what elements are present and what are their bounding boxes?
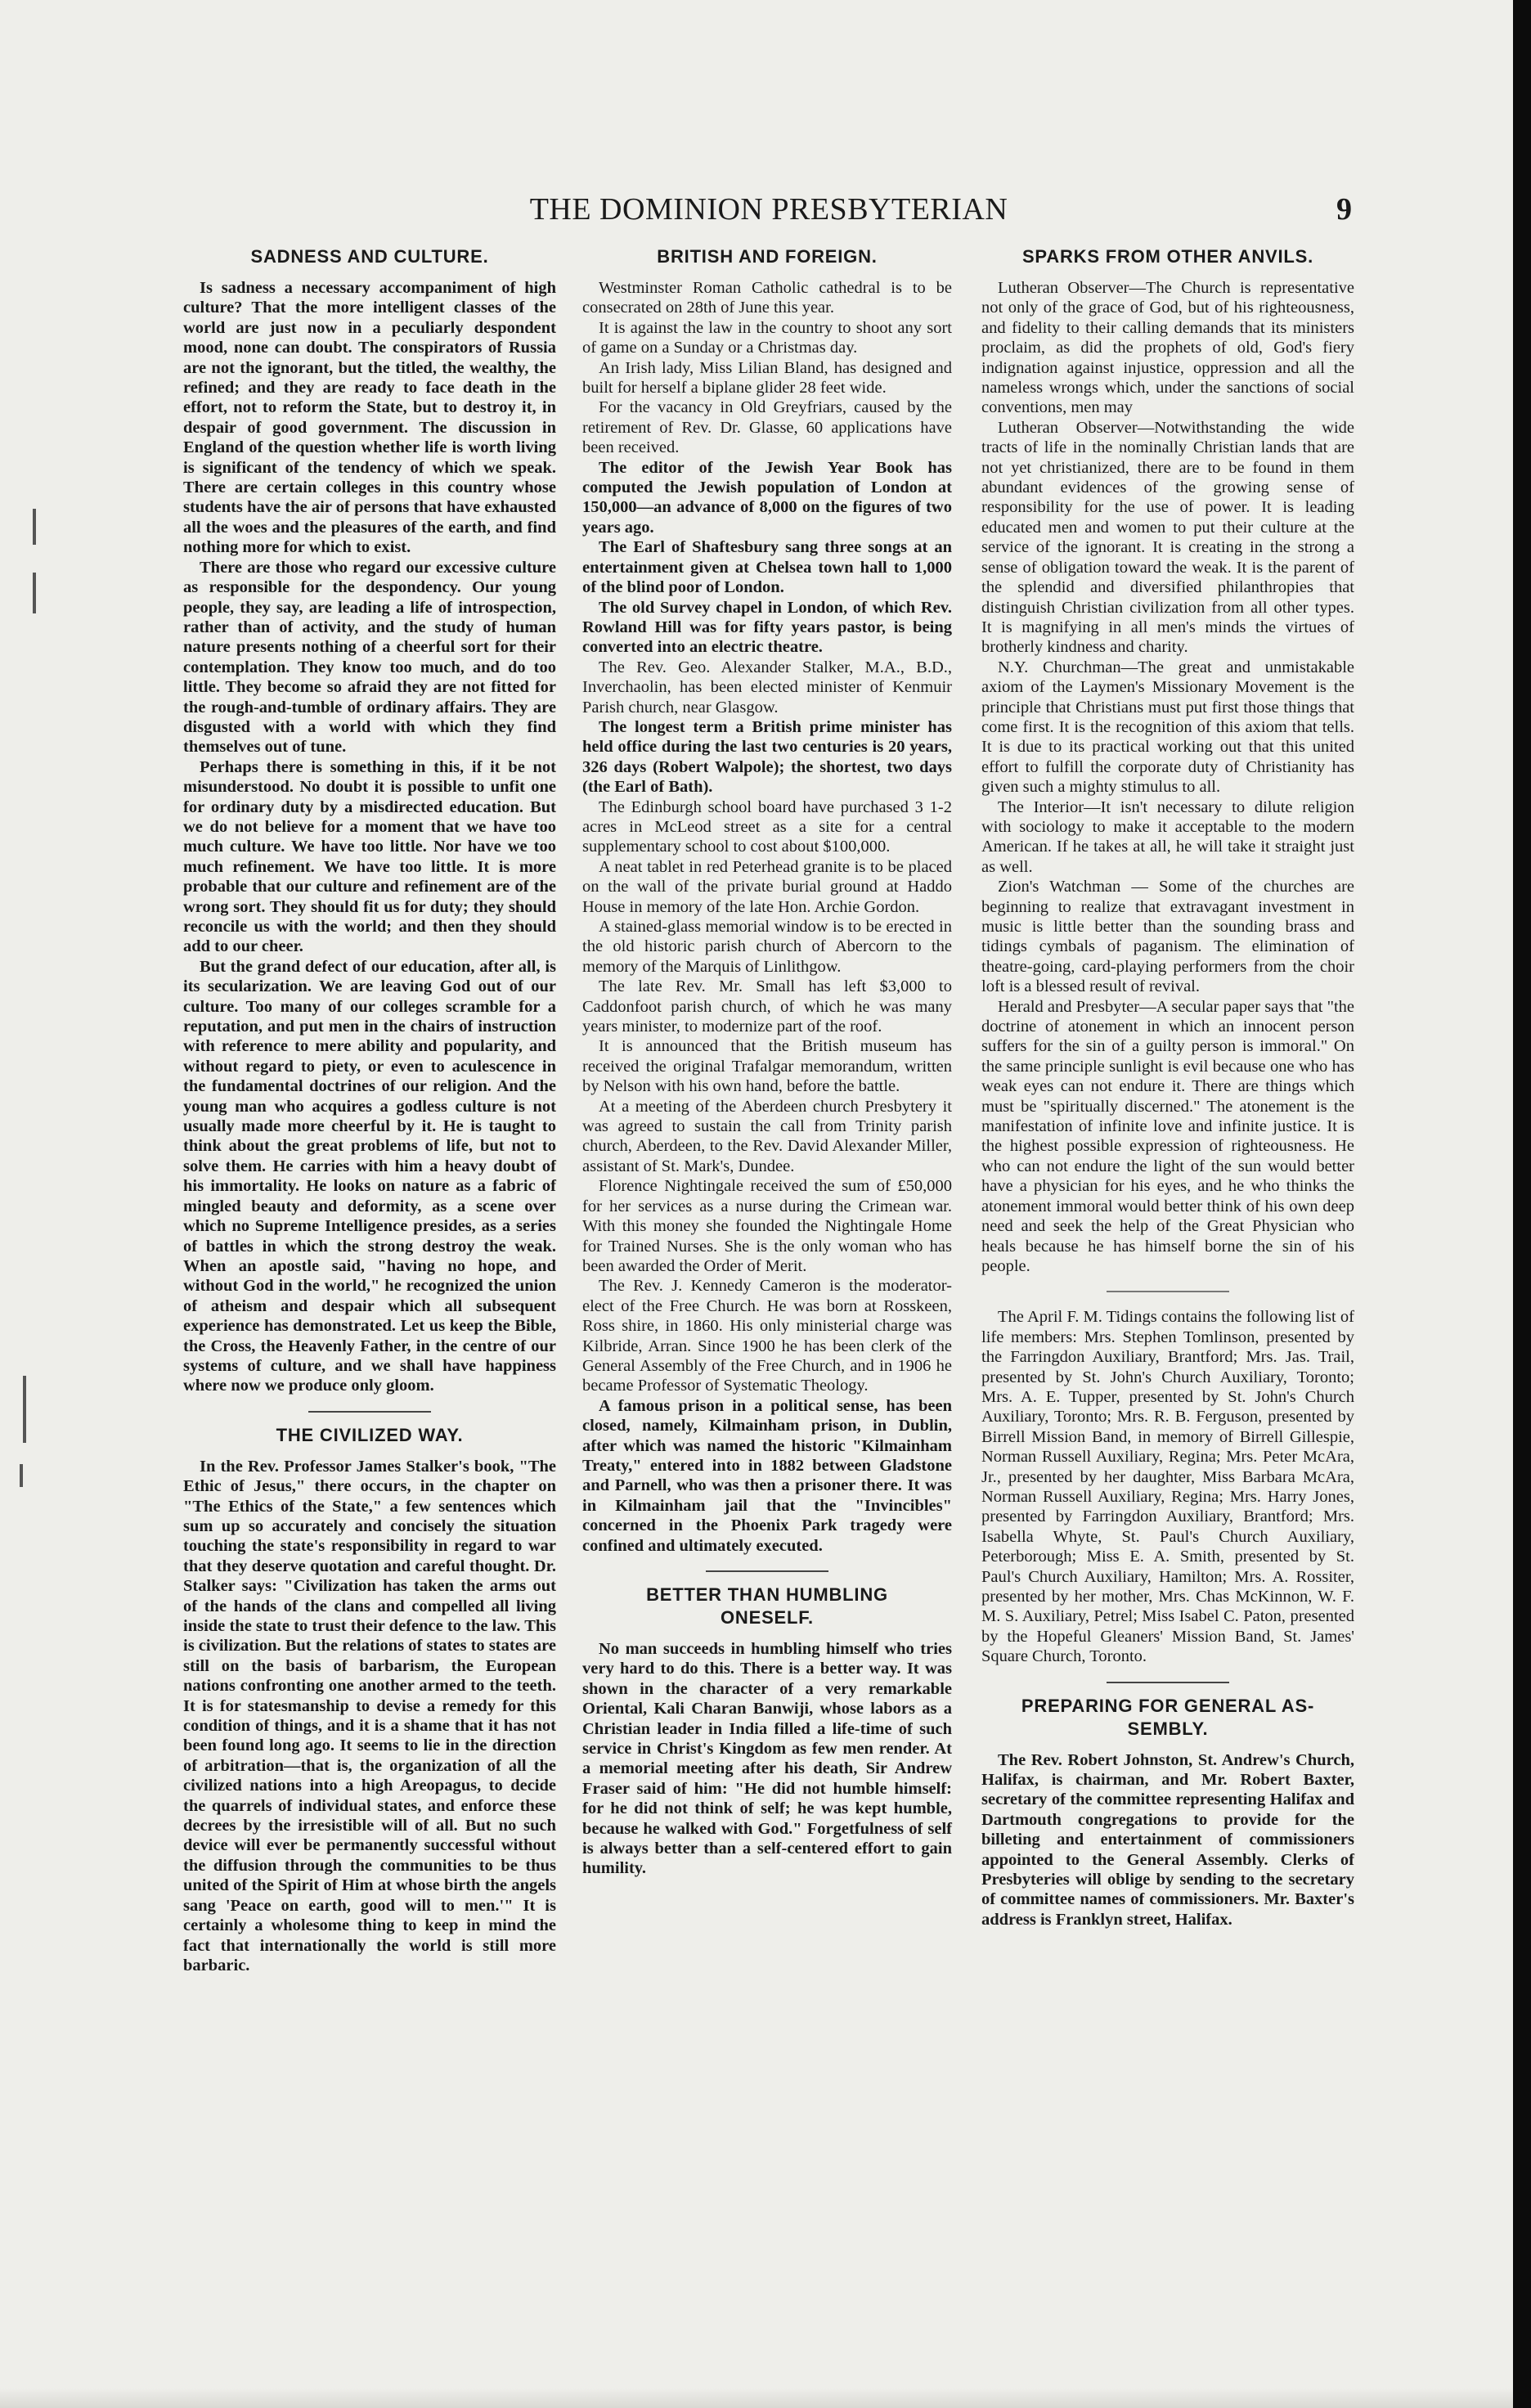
sparks-item: Herald and Presbyter—A secular paper says that "the doctrine of atonement in which an innocent person suffers for the sin of a guilty person is immoral." On the same principle sunlight is evil because one who has weak eyes can not endure it. There are things which must be "spiritually discerned." The atonement is the manifestation of infinite love and infinite justice. It is the highest possible expression of righteousness. He who can not endure the light of the sun would better have a physician for his eyes, and he who thinks the atonement immoral would better think of his own deep need and seek the help of the Great Physician who heals because he has himself borne the sin of his people. (981, 997, 1354, 1275)
sparks-heading: SPARKS FROM OTHER ANVILS. (1021, 246, 1314, 267)
sparks-item: Zion's Watchman — Some of the churches are beginning to realize that extravagant investment in music is little better than the sounding brass and tidings cymbals of paganism. The elimination of theatre-going, card-playing performers from the choir loft is a blessed result of revival. (981, 878, 1354, 996)
sadness-culture-heading: SADNESS AND CULTURE. (250, 246, 489, 267)
british-foreign-heading: BRITISH AND FOREIGN. (657, 246, 878, 267)
news-item: The Edinburgh school board have purchased 3 1-2 acres in McLeod street as a site for a central supplementary school to cost about $100,000. (582, 797, 952, 856)
page-number: 9 (1336, 192, 1352, 227)
general-assembly-heading: PREPARING FOR GENERAL AS- (1021, 1695, 1315, 1716)
news-item: The late Rev. Mr. Small has left $3,000 to Caddonfoot parish church, of which he was many years minister, to modernize part of the roof. (582, 977, 952, 1036)
general-assembly-paragraph: The Rev. Robert Johnston, St. Andrew's Church, Halifax, is chairman, and Mr. Robert Baxter, secretary of the committee representing Halifax and Dartmouth congregations to provide for the billeting and entertainment of commissioners appointed to the General Assembly. Clerks of Presbyteries will oblige by sending to the secretary of committee names of commissioners. Mr. Baxter's address is Franklyn street, Halifax. (981, 1750, 1354, 1929)
tidings-life-members: The April F. M. Tidings contains the following list of life members: Mrs. Stephen Tomlinson, presented by the Farringdon Auxiliary, Brantford; Mrs. Jas. Trail, presented by St. John's Church Auxiliary, Toronto; Mrs. A. E. Tupper, presented by St. John's Church Auxiliary, Toronto; Mrs. R. B. Ferguson, presented by Birrell Mission Band, in memory of Birrell Gillespie, Norman Russell Auxiliary, Regina; Mrs. Peter McAra, Jr., presented by her daughter, Miss Barbara McAra, Norman Russell Auxiliary, Regina; Mrs. Harry Jones, presented by Farringdon Auxiliary, Brantford; Mrs. Isabella Whyte, St. Paul's Church Auxiliary, Peterborough; Miss E. A. Smith, presented by St. Paul's Church Auxiliary, Hamilton; Mrs. A. Rossiter, presented by her mother, Mrs. Chas McKinnon, W. F. M. S. Auxiliary, Petrel; Miss Isabel C. Paton, presented by the Hopeful Gleaners' Mission Band, St. James' Square Church, Toronto. (981, 1308, 1354, 1666)
news-item: The longest term a British prime minister has held office during the last two centuries is 20 years, 326 days (Robert Walpole); the shortest, two days (the Earl of Bath). (582, 717, 952, 797)
sparks-item: Lutheran Observer—The Church is representative not only of the grace of God, but of his righteousness, and fidelity to their calling demands that its ministers proclaim, as did the prophets of old, God's fiery indignation against injustice, oppression and all the nameless wrongs which, under the sanctions of social conventions, men may (981, 279, 1354, 417)
sadness-paragraph-3: Perhaps there is something in this, if it be not misunderstood. No doubt it is possible to unfit one for ordinary duty by a misdirected education. But we do not believe for a moment that we have too much culture. We have too little. Nor have we too much refinement. We have too little. It is more probable that our culture and refinement are of the wrong sort. They should fit us for duty; they should reconcile us with the world; and then they should add to our cheer. (183, 757, 556, 956)
middle-column (582, 245, 952, 1879)
section-divider (1107, 1682, 1229, 1683)
margin-mark (23, 1376, 26, 1443)
scan-shade (0, 2388, 1513, 2408)
sparks-item: Lutheran Observer—Notwithstanding the wide tracts of life in the nominally Christian lands that are not yet christianized, there are to be found in them abundant evidences of the growing sense of responsibility for the use of power. It is leading educated men and women to put their culture at the service of the ignorant. It is creating in the strong a sense of obligation toward the weak. It is the parent of the splendid and diversified philanthropies that distinguish Christian civilization from all other types. It is magnifying in all men's minds the virtues of brotherly kindness and charity. (981, 418, 1354, 657)
margin-mark (20, 1464, 23, 1487)
news-item: It is against the law in the country to shoot any sort of game on a Sunday or a Christmas day. (582, 318, 952, 357)
civilized-way-paragraph: In the Rev. Professor James Stalker's book, "The Ethic of Jesus," there occurs, in the chapter on "The Ethics of the State," a few sentences which sum up so accurately and concisely the situation touching the state's responsibility in regard to war that they deserve quotation and careful thought. Dr. Stalker says: "Civilization has taken the arms out of the hands of the clans and compelled all living inside the state to trust their defence to the law. This is civilization. But the relations of states to states are still on the basis of barbarism, the European nations confronting one another armed to the teeth. It is for statesmanship to devise a remedy for this condition of things, and it is a shame that it has not been found long ago. It seems to lie in the direction of arbitration—that is, the organization of all the civilized nations into a high Areopagus, to decide the quarrels of individual states, and enforce these decrees by the irresistible will of all. But no such device will ever be permanently successful without the diffusion through the communities to be thus united of the Spirit of Him at whose birth the angels sang 'Peace on earth, good will to men.'" It is certainly a wholesome thing to keep in mind the fact that internationally the world is still more barbaric. (183, 1457, 556, 1974)
section-divider (706, 1570, 828, 1572)
right-column (981, 245, 1354, 1930)
section-divider (308, 1411, 431, 1413)
margin-mark (33, 573, 36, 613)
better-than-humbling-heading-line2: ONESELF. (721, 1607, 814, 1628)
news-item: The old Survey chapel in London, of which Rev. Rowland Hill was for fifty years pastor, is being converted into an electric theatre. (582, 598, 952, 657)
sparks-item: The Interior—It isn't necessary to dilute religion with sociology to make it acceptable to the modern American. If he takes at all, he will take it straight just as well. (981, 797, 1354, 876)
news-item: A famous prison in a political sense, has been closed, namely, Kilmainham prison, in Dublin, after which was named the historic "Kilmainham Treaty," entered into in 1882 between Gladstone and Parnell, who was then a prisoner there. It was in Kilmainham jail that the "Invincibles" concerned in the Phoenix Park tragedy were confined and ultimately executed. (582, 1396, 952, 1555)
sadness-paragraph-1: Is sadness a necessary accompaniment of high culture? That the more intelligent classes of the world are just now in a peculiarly despondent mood, none can doubt. The conspirators of Russia are not the ignorant, but the titled, the wealthy, the refined; and they are ready to face death in the effort, not to reform the State, but to destroy it, in despair of good government. The discussion in England of the question whether life is worth living is significant of the tendency of which we speak. There are certain colleges in this country whose students have the air of persons that have exhausted all the woes and the pleasures of the earth, and find nothing more for which to exist. (183, 279, 556, 557)
news-item: For the vacancy in Old Greyfriars, caused by the retirement of Rev. Dr. Glasse, 60 applications have been received. (582, 398, 952, 457)
sadness-paragraph-4: But the grand defect of our education, after all, is its secularization. We are leaving God out of our culture. Too many of our colleges scramble for a reputation, and put men in the chairs of instruction with reference to mere ability and popularity, and without regard to piety, or even to aculescence in the fundamental doctrines of our religion. And the young man who acquires a godless culture is not usually made more cheerful by it. He is taught to think about the great problems of life, but not to solve them. He carries with him a heavy doubt of his immortality. He looks on nature as a fabric of mingled beauty and deformity, as a scene over which no Supreme Intelligence presides, as a series of battles in which the strong destroy the weak. When an apostle said, "having no hope, and without God in the world," he recognized the union of atheism and despair which all subsequent experience has demonstrated. Let us keep the Bible, the Cross, the Heavenly Father, in the centre of our systems of culture, and we shall have happiness where now we produce only gloom. (183, 957, 556, 1395)
news-item: Westminster Roman Catholic cathedral is to be consecrated on 28th of June this year. (582, 279, 952, 317)
news-item: The editor of the Jewish Year Book has computed the Jewish population of London at 150,000—an advance of 8,000 on the figures of two years ago. (582, 458, 952, 537)
news-item: Florence Nightingale received the sum of £50,000 for her services as a nurse during the Crimean war. With this money she founded the Nightingale Home for Trained Nurses. She is the only woman who has been awarded the Order of Merit. (582, 1177, 952, 1275)
news-item: An Irish lady, Miss Lilian Bland, has designed and built for herself a biplane glider 28 feet wide. (582, 358, 952, 398)
news-item: The Earl of Shaftesbury sang three songs at an entertainment given at Chelsea town hall to 1,000 of the blind poor of London. (582, 538, 952, 597)
news-item: The Rev. J. Kennedy Cameron is the moderator-elect of the Free Church. He was born at Rosskeen, Ross shire, in 1860. His only ministerial charge was Kilbride, Arran. Since 1900 he has been clerk of the General Assembly of the Free Church, and in 1906 he became Professor of Systematic Theology. (582, 1277, 952, 1395)
general-assembly-heading-line2: SEMBLY. (1127, 1718, 1209, 1739)
left-column (183, 245, 556, 1975)
sparks-item: N.Y. Churchman—The great and unmistakable axiom of the Laymen's Missionary Movement is the principle that Christians must put first those things that come first. It is the recognition of this axiom that tells. It is due to its practical working out that this united effort to fulfill the corporate duty of Christianity has given such a mighty stimulus to all. (981, 658, 1354, 797)
news-item: The Rev. Geo. Alexander Stalker, M.A., B.D., Inverchaolin, has been elected minister of Kenmuir Parish church, near Glasgow. (582, 658, 952, 717)
sadness-paragraph-2: There are those who regard our excessive culture as responsible for the despondency. Our young people, they say, are leading a life of introspection, rather than of activity, and the study of human nature presents nothing of a cheerful sort for their contemplation. They know too much, and do too little. They become so afraid they are not fitted for the rough-and-tumble of ordinary affairs. They are disgusted with a world with which they find themselves out of tune. (183, 558, 556, 757)
masthead-title: THE DOMINION PRESBYTERIAN (529, 192, 1008, 227)
section-divider (1107, 1291, 1229, 1292)
better-than-humbling-paragraph: No man succeeds in humbling himself who tries very hard to do this. There is a better way. It was shown in the character of a very remarkable Oriental, Kali Charan Banwiji, whose labors as a Christian leader in India filled a life-time of such service in Christ's Kingdom as few men render. At a memorial meeting after his death, Sir Andrew Fraser said of him: "He did not humble himself: for he did not think of self; he was kept humble, because he walked with God." Forgetfulness of self is always better than a self-centered effort to gain humility. (582, 1640, 952, 1878)
news-item: At a meeting of the Aberdeen church Presbytery it was agreed to sustain the call from Trinity parish church, Aberdeen, to the Rev. David Alexander Miller, assistant of St. Mark's, Dundee. (582, 1097, 952, 1175)
margin-mark (33, 509, 36, 545)
civilized-way-heading: THE CIVILIZED WAY. (276, 1424, 464, 1445)
better-than-humbling-heading: BETTER THAN HUMBLING (646, 1584, 888, 1605)
scan-edge (1513, 0, 1531, 2408)
news-item: It is announced that the British museum has received the original Trafalgar memorandum, written by Nelson with his own hand, before the battle. (582, 1037, 952, 1096)
news-item: A stained-glass memorial window is to be erected in the old historic parish church of Abercorn to the memory of the Marquis of Linlithgow. (582, 918, 952, 976)
news-item: A neat tablet in red Peterhead granite is to be placed on the wall of the private burial ground at Haddo House in memory of the late Hon. Archie Gordon. (582, 857, 952, 916)
